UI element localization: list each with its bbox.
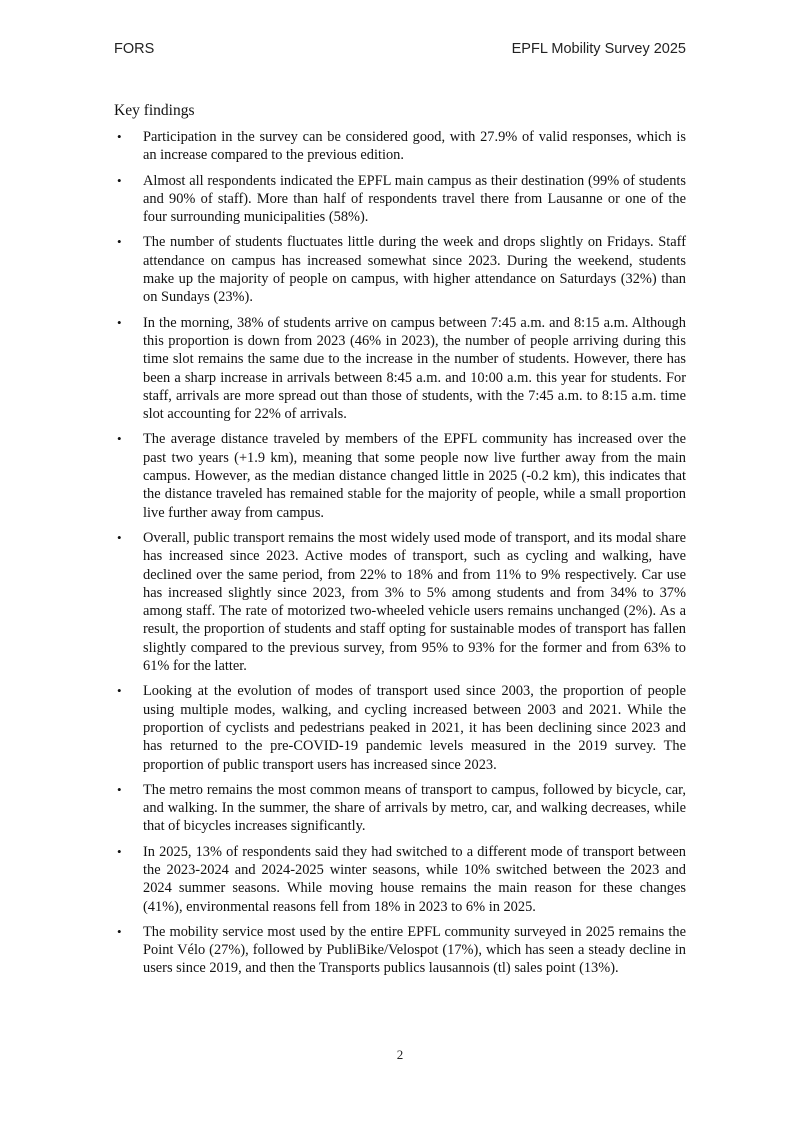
page-number: 2 [396, 1047, 404, 1062]
finding-item [114, 923, 686, 978]
bullet-icon: • [117, 172, 122, 188]
finding-item [114, 682, 686, 773]
header-document-title: EPFL Mobility Survey 2025 [511, 41, 686, 57]
key-findings-list [114, 128, 686, 985]
finding-text: The metro remains the most common means of transport to campus, followed by bicycle, car, and walking. In the summer, the share of arrivals by metro, car, and walking decreases, while that of bicycles increases significantly. [143, 781, 686, 835]
finding-item [114, 430, 686, 521]
finding-text: Participation in the survey can be considered good, with 27.9% of valid responses, which is an increase compared to the previous edition. [143, 129, 686, 164]
finding-text: The mobility service most used by the entire EPFL community surveyed in 2025 remains the Point Vélo (27%), followed by PubliBike/Velospot (17%), which has seen a steady decline in users since 2019, and then the Transports publics lausannois (tl) sales point (13%). [143, 923, 686, 977]
bullet-icon: • [117, 431, 122, 447]
finding-text: Looking at the evolution of modes of transport used since 2003, the proportion of people using multiple modes, walking, and cycling increased between 2003 and 2021. While the proportion of cyclists and pedestrians peaked in 2021, it has been declining since 2023 and has returned to the pre-COVID-19 pandemic levels measured in the 2019 survey. The proportion of public transport users has increased since 2023. [143, 683, 686, 773]
bullet-icon: • [117, 781, 122, 797]
finding-item [114, 233, 686, 306]
bullet-icon: • [117, 234, 122, 250]
header-organization: FORS [114, 41, 155, 57]
finding-item [114, 314, 686, 424]
bullet-icon: • [117, 683, 122, 699]
finding-item [114, 128, 686, 165]
finding-item [114, 172, 686, 227]
bullet-icon: • [117, 314, 122, 330]
bullet-icon: • [117, 843, 122, 859]
finding-text: Almost all respondents indicated the EPFL main campus as their destination (99% of students and 90% of staff). More than half of respondents travel there from Lausanne or one of the four surrounding municipalities (58%). [143, 172, 686, 226]
running-header [114, 41, 686, 61]
finding-text: In the morning, 38% of students arrive on campus between 7:45 a.m. and 8:15 a.m. Although this proportion is down from 2023 (46% in 2023), the number of people arriving during this time slot remains the same due to the increase in the number of students. However, there has been a sharp increase in arrivals between 8:45 a.m. and 10:00 a.m. this year for students. For staff, arrivals are more spread out than those of students, with the 7:45 a.m. to 8:15 a.m. time slot accounting for 22% of arrivals. [143, 314, 686, 423]
bullet-icon: • [117, 923, 122, 939]
finding-text: Overall, public transport remains the most widely used mode of transport, and its modal share has increased since 2023. Active modes of transport, such as cycling and walking, have declined over the same period, from 22% to 18% and from 11% to 9% respectively. Car use has increased slightly since 2023, from 3% to 5% among students and from 34% to 37% among staff. The rate of motorized two-wheeled vehicle users remains unchanged (2%). As a result, the proportion of students and staff opting for sustainable modes of transport has fallen slightly compared to the previous survey, from 95% to 93% for the former and from 63% to 61% for the latter. [143, 529, 686, 675]
finding-text: The average distance traveled by members of the EPFL community has increased over the past two years (+1.9 km), meaning that some people now live further away from the main campus. However, as the median distance changed little in 2025 (-0.2 km), this indicates that the distance traveled has remained stable for the majority of people, while a small proportion live further away from campus. [143, 431, 686, 521]
finding-item [114, 781, 686, 836]
finding-text: The number of students fluctuates little during the week and drops slightly on Fridays. Staff attendance on campus has increased somewhat since 2023. During the weekend, students make up the majority of people on campus, with higher attendance on Saturdays (32%) than on Sundays (23%). [143, 234, 686, 306]
finding-item [114, 529, 686, 675]
bullet-icon: • [117, 129, 122, 144]
bullet-icon: • [117, 529, 122, 545]
section-heading: Key findings [114, 102, 195, 119]
finding-item [114, 843, 686, 916]
finding-text: In 2025, 13% of respondents said they had switched to a different mode of transport between the 2023-2024 and 2024-2025 winter seasons, while 10% switched between the 2023 and 2024 summer seasons. While moving house remains the main reason for these changes (41%), environmental reasons fell from 18% in 2023 to 6% in 2025. [143, 843, 686, 915]
